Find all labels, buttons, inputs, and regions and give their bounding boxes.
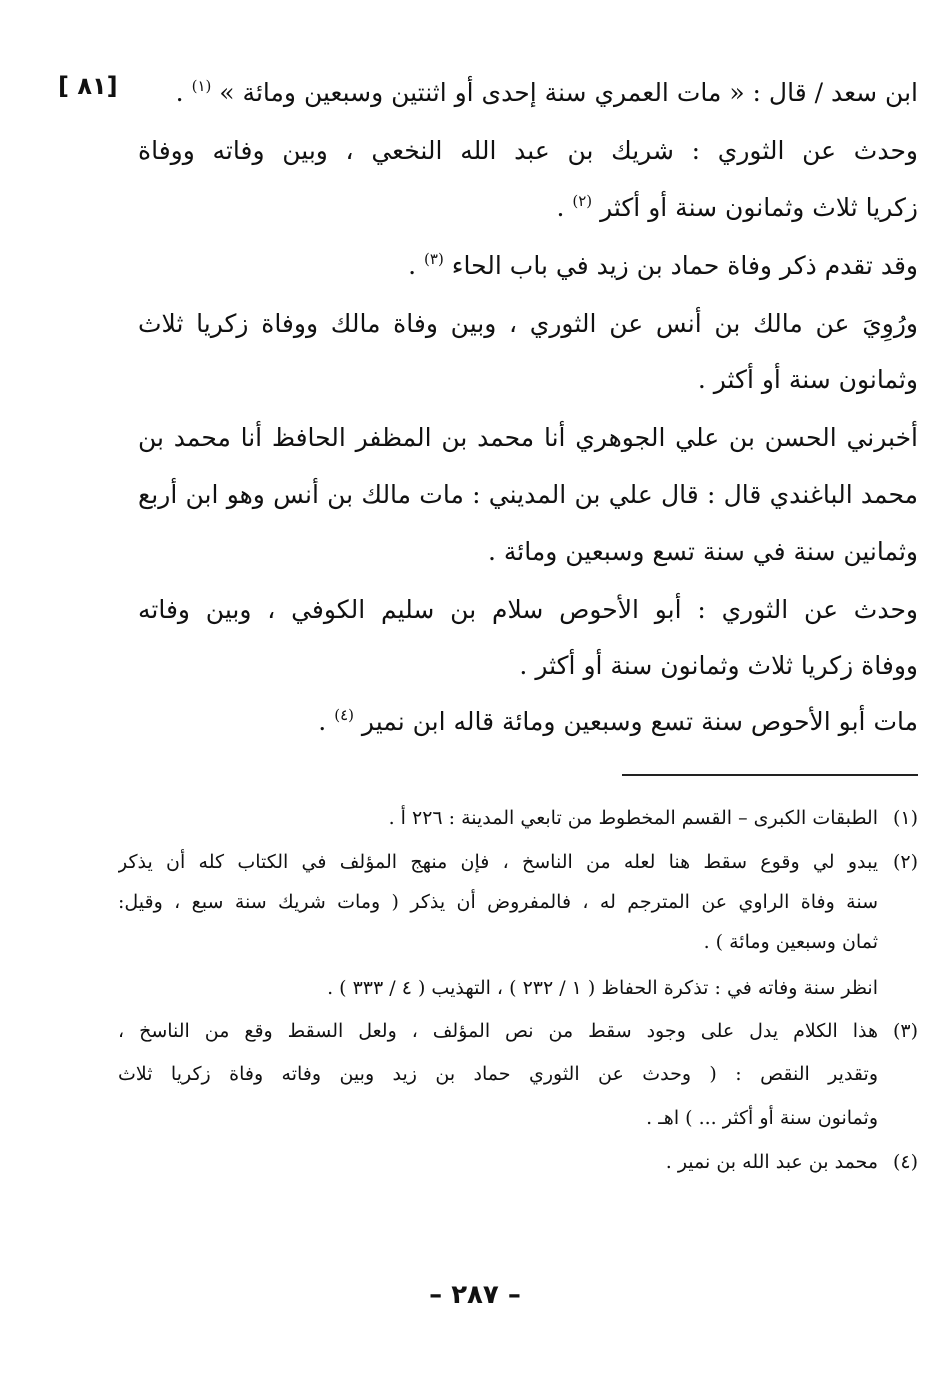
footnote-line-1: الطبقات الكبرى – القسم المخطوط من تابعي المدينة : ٢٢٦ أ . <box>388 807 878 829</box>
body-line-2: وحدث عن الثوري : شريك بن عبد الله النخعي ، وبين وفاته ووفاة <box>138 136 918 165</box>
footnote-number-1: (١) <box>892 807 918 829</box>
footnote-line-6: هذا الكلام يدل على وجود سقط من نص المؤلف ، ولعل السقط وقع من الناسخ ، <box>118 1020 878 1042</box>
footnote-line-8: وثمانون سنة أو أكثر ... ) اهـ . <box>646 1107 878 1129</box>
body-line-5: ورُوِيَ عن مالك بن أنس عن الثوري ، وبين وفاة مالك ووفاة زكريا ثلاث <box>138 309 918 338</box>
body-line-8: محمد الباغندي قال : قال علي بن المديني : مات مالك بن أنس وهو ابن أربع <box>138 480 918 509</box>
body-line-9: وثمانين سنة في سنة تسع وسبعين ومائة . <box>488 537 918 566</box>
body-line-4: وقد تقدم ذكر وفاة حماد بن زيد في باب الحاء $^{(٣)}$ . <box>408 250 918 280</box>
footnote-line-3: سنة وفاة الراوي عن المترجم له ، فالمفروض أن يذكر ( ومات شريك سنة سبع ، وقيل: <box>118 891 878 913</box>
body-line-11: ووفاة زكريا ثلاث وثمانون سنة أو أكثر . <box>519 651 918 680</box>
body-line-10: وحدث عن الثوري : أبو الأحوص سلام بن سليم الكوفي ، وبين وفاته <box>138 595 918 624</box>
footnote-line-5: انظر سنة وفاته في : تذكرة الحفاظ ( ١ / ٢٣٢ ) ، التهذيب ( ٤ / ٣٣٣ ) . <box>327 977 878 999</box>
page-marker: [ ٨١] <box>58 72 118 100</box>
footnote-number-2: (٢) <box>892 851 918 873</box>
footnote-line-2: يبدو لي وقوع سقط هنا لعله من الناسخ ، فإن منهج المؤلف في الكتاب كله أن يذكر <box>118 851 878 873</box>
footnote-line-4: ثمان وسبعين ومائة ) . <box>703 931 878 953</box>
body-line-3: زكريا ثلاث وثمانون سنة أو أكثر $^{(٢)}$ . <box>556 192 918 222</box>
footnote-separator <box>622 774 918 776</box>
footnote-number-4: (٤) <box>892 1151 918 1173</box>
footnote-number-3: (٣) <box>892 1020 918 1042</box>
body-line-1: ابن سعد / قال : « مات العمري سنة إحدى أو اثنتين وسبعين ومائة » $^{(١)}$ . <box>175 77 918 107</box>
footnote-ref-1: (١) <box>191 77 212 95</box>
footnote-line-7: وتقدير النقص : ( وحدث عن الثوري حماد بن زيد وبين وفاته وفاة زكريا ثلاث <box>118 1063 878 1085</box>
footnote-line-9: محمد بن عبد الله بن نمير . <box>665 1151 878 1173</box>
body-line-12: مات أبو الأحوص سنة تسع وسبعين ومائة قاله ابن نمير $^{(٤)}$ . <box>318 706 918 736</box>
footnote-ref-4: (٤) <box>334 706 354 724</box>
footnote-ref-3: (٣) <box>424 250 444 268</box>
page-number: – ٢٨٧ – <box>429 1280 521 1310</box>
footnote-ref-2: (٢) <box>572 192 593 210</box>
body-line-7: أخبرني الحسن بن علي الجوهري أنا محمد بن المظفر الحافظ أنا محمد بن <box>138 423 918 452</box>
body-line-6: وثمانون سنة أو أكثر . <box>697 365 918 394</box>
